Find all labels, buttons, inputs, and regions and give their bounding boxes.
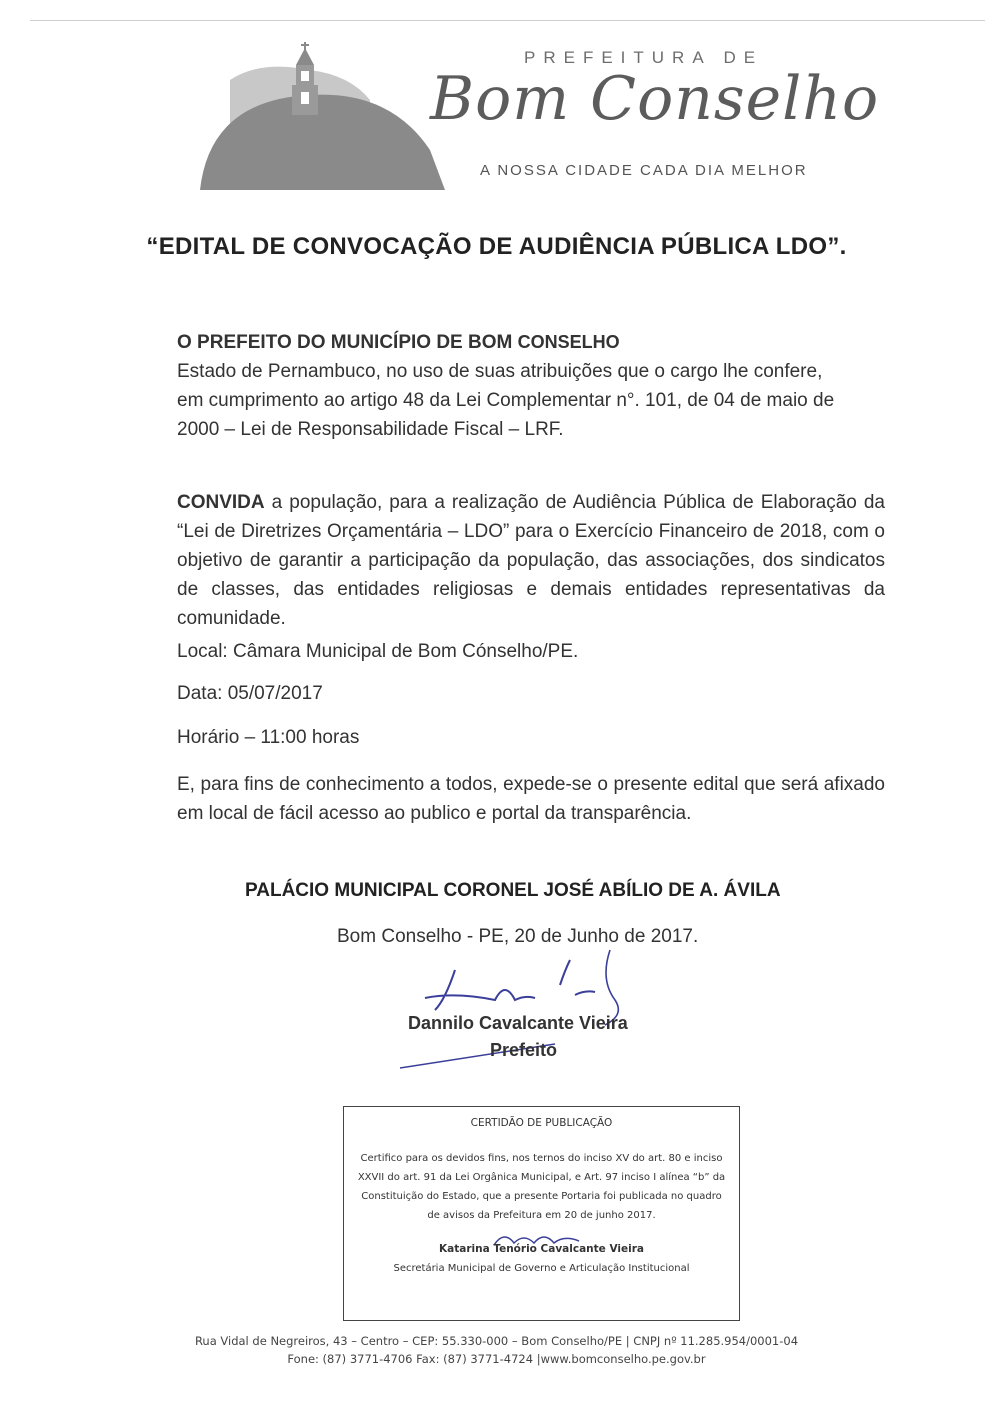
letterhead bbox=[200, 40, 900, 190]
signer-role: Prefeito bbox=[490, 1040, 558, 1060]
top-rule bbox=[30, 20, 985, 21]
event-date: Data: 05/07/2017 bbox=[177, 683, 323, 704]
closing-paragraph: E, para fins de conhecimento a todos, expede-se o presente edital que será afixado em local de fácil acesso ao publico e portal da transparência. bbox=[177, 774, 885, 824]
certificate-signer-role: Secretária Municipal de Governo e Articulação Institucional bbox=[393, 1263, 690, 1274]
brand-name: Bom Conselho bbox=[430, 64, 880, 134]
intro-heading bbox=[177, 328, 885, 357]
footer-contact: Fone: (87) 3771-4706 Fax: (87) 3771-4724 |www.bomconselho.pe.gov.br bbox=[287, 1352, 706, 1366]
intro-line-1: Estado de Pernambuco, no uso de suas atribuições que o cargo lhe confere, bbox=[177, 361, 823, 382]
certificate-title: CERTIDÃO DE PUBLICAÇÃO bbox=[470, 1117, 613, 1129]
palace-heading: PALÁCIO MUNICIPAL CORONEL JOSÉ ABÍLIO DE A. ÁVILA bbox=[245, 880, 781, 901]
brand-tagline: A NOSSA CIDADE CADA DIA MELHOR bbox=[480, 162, 808, 179]
document-title: “EDITAL DE CONVOCAÇÃO DE AUDIÊNCIA PÚBLICA LDO”. bbox=[146, 233, 847, 260]
intro-line-2: em cumprimento ao artigo 48 da Lei Complementar n°. 101, de 04 de maio de bbox=[177, 390, 835, 411]
intro-heading-main: O PREFEITO DO MUNICÍPIO DE BOM bbox=[177, 332, 518, 353]
place-date: Bom Conselho - PE, 20 de Junho de 2017. bbox=[337, 926, 699, 947]
invite-text: a população, para a realização de Audiência Pública de Elaboração da “Lei de Diretrizes Orçamentária – LDO” para o Exercício Financeiro de 2018, com o objetivo de garantir a participação da população, das associações, dos sindicatos de classes, das entidades religiosas e demais entidades representativas da comunidade. bbox=[177, 492, 885, 629]
certificate-body: Certifico para os devidos fins, nos ternos do inciso XV do art. 80 e inciso XXVII do art. 91 da Lei Orgânica Municipal, e Art. 97 inciso I alínea “b” da Constituição do Estado, que a presente Portaria foi publicada no quadro de avisos da Prefeitura em 20 de junho 2017. bbox=[357, 1153, 726, 1221]
signer-name: Dannilo Cavalcante Vieira bbox=[408, 1013, 628, 1033]
footer bbox=[0, 1332, 993, 1368]
brand-top-text: PREFEITURA DE bbox=[524, 48, 764, 67]
event-time: Horário – 11:00 horas bbox=[177, 727, 360, 748]
footer-address: Rua Vidal de Negreiros, 43 – Centro – CEP: 55.330-000 – Bom Conselho/PE | CNPJ nº 11.285.954/0001-04 bbox=[194, 1334, 799, 1348]
certificate-signer-name: Katarina Tenório Cavalcante Vieira bbox=[439, 1243, 644, 1255]
publication-certificate bbox=[343, 1106, 740, 1321]
intro-line-3: 2000 – Lei de Responsabilidade Fiscal – LRF. bbox=[177, 419, 564, 440]
intro-heading-end: CONSELHO bbox=[517, 332, 620, 352]
intro-paragraph bbox=[177, 328, 885, 444]
event-location: Local: Câmara Municipal de Bom Cónselho/PE. bbox=[177, 641, 579, 662]
invite-lead: CONVIDA bbox=[177, 492, 265, 513]
invite-paragraph bbox=[177, 488, 885, 633]
